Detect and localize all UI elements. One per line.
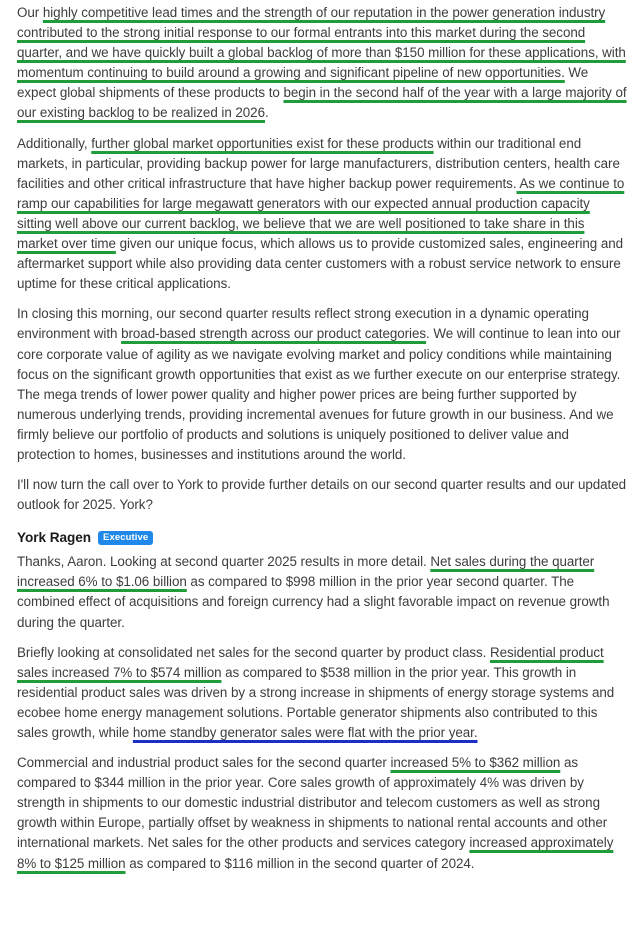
paragraph-commercial-industrial	[17, 753, 628, 874]
green-highlight: As we continue to ramp our capabilities for large megawatt generators with our expected annual production capacity sitting well above our current backlog, we believe that we are well positioned to take share in this market over time	[17, 175, 625, 252]
text-segment: within our traditional end markets, in particular, providing backup power for large manufacturers, distribution centers, health care facilities and other critical infrastructure that have higher backup power requirements.	[17, 135, 620, 191]
text-segment: Briefly looking at consolidated net sales for the second quarter by product class.	[17, 644, 490, 660]
text-segment: I'll now turn the call over to York to provide further details on our second quarter results and our updated outlook for 2025. York?	[17, 477, 627, 513]
speaker-header	[17, 529, 628, 547]
green-highlight: broad-based strength across our product categories	[121, 326, 427, 342]
paragraph-residential	[17, 643, 628, 743]
green-highlight: increased approximately 8% to $125 million	[17, 835, 614, 871]
text-segment: . We will continue to lean into our core corporate value of agility as we navigate evolving market and policy conditions while maintaining focus on the significant growth opportunities that exist as we further execute on our enterprise strategy. The mega trends of lower power quality and higher power prices are being further supported by numerous underlying trends, providing incremental avenues for future growth in our business. And we firmly believe our portfolio of products and solutions is uniquely positioned to deliver value and protection to homes, businesses and institutions around the world.	[17, 326, 621, 462]
green-highlight: begin in the second half of the year with a large majority of our existing backlog to be realized in 2026	[17, 85, 627, 121]
text-segment: Our	[17, 5, 43, 20]
speaker-role-badge: Executive	[98, 531, 153, 545]
text-segment: Additionally,	[17, 135, 92, 151]
text-segment: given our unique focus, which allows us to provide customized sales, engineering and aftermarket support while also providing data center customers with a robust service network to ensure uptime for these critical applications.	[17, 236, 624, 292]
green-highlight: increased 5% to $362 million	[390, 755, 561, 771]
text-segment: as compared to $344 million in the prior year. Core sales growth of approximately 4% was driven by strength in shipments to our domestic industrial distributor and telecom customers as well as strong growth within Europe, partially offset by weakness in shipments to national rental accounts and other international markets. Net sales for the other products and services category	[17, 755, 608, 851]
text-segment: In closing this morning, our second quarter results reflect strong execution in a dynamic operating environment with	[17, 306, 589, 342]
paragraph-net-sales	[17, 552, 628, 632]
text-segment: Commercial and industrial product sales for the second quarter	[17, 755, 391, 771]
green-highlight: further global market opportunities exist for these products	[91, 135, 434, 151]
paragraph-handoff	[17, 475, 628, 515]
green-highlight: Residential product sales increased 7% to $574 million	[17, 644, 604, 680]
paragraph-closing	[17, 304, 628, 465]
blue-highlight: home standby generator sales were flat with the prior year.	[132, 725, 478, 740]
speaker-name: York Ragen	[17, 530, 92, 546]
text-segment: as compared to $998 million in the prior year second quarter. The combined effect of acquisitions and foreign currency had a slight favorable impact on revenue growth during the quarter.	[17, 574, 610, 630]
green-highlight: highly competitive lead times and the strength of our reputation in the power generation industry contributed to the strong initial response to our formal entrants into this market during the second quarter, and we have quickly built a global backlog of more than $150 million for these applications, with momentum continuing to build around a growing and significant pipeline of new opportunities.	[17, 5, 626, 81]
text-segment: Thanks, Aaron. Looking at second quarter 2025 results in more detail.	[17, 554, 431, 570]
green-highlight: Net sales during the quarter increased 6% to $1.06 billion	[17, 554, 595, 590]
text-segment: as compared to $116 million in the second quarter of 2024.	[125, 855, 475, 871]
paragraph-market-opportunities	[17, 134, 628, 295]
paragraph-backlog	[17, 3, 628, 124]
text-segment: We expect global shipments of these products to	[17, 65, 589, 101]
text-segment: as compared to $538 million in the prior year. This growth in residential product sales was driven by a strong increase in shipments of energy storage systems and ecobee home energy management solutions. Portable generator shipments also contributed to this sales growth, while	[17, 664, 615, 740]
text-segment: .	[264, 105, 269, 121]
